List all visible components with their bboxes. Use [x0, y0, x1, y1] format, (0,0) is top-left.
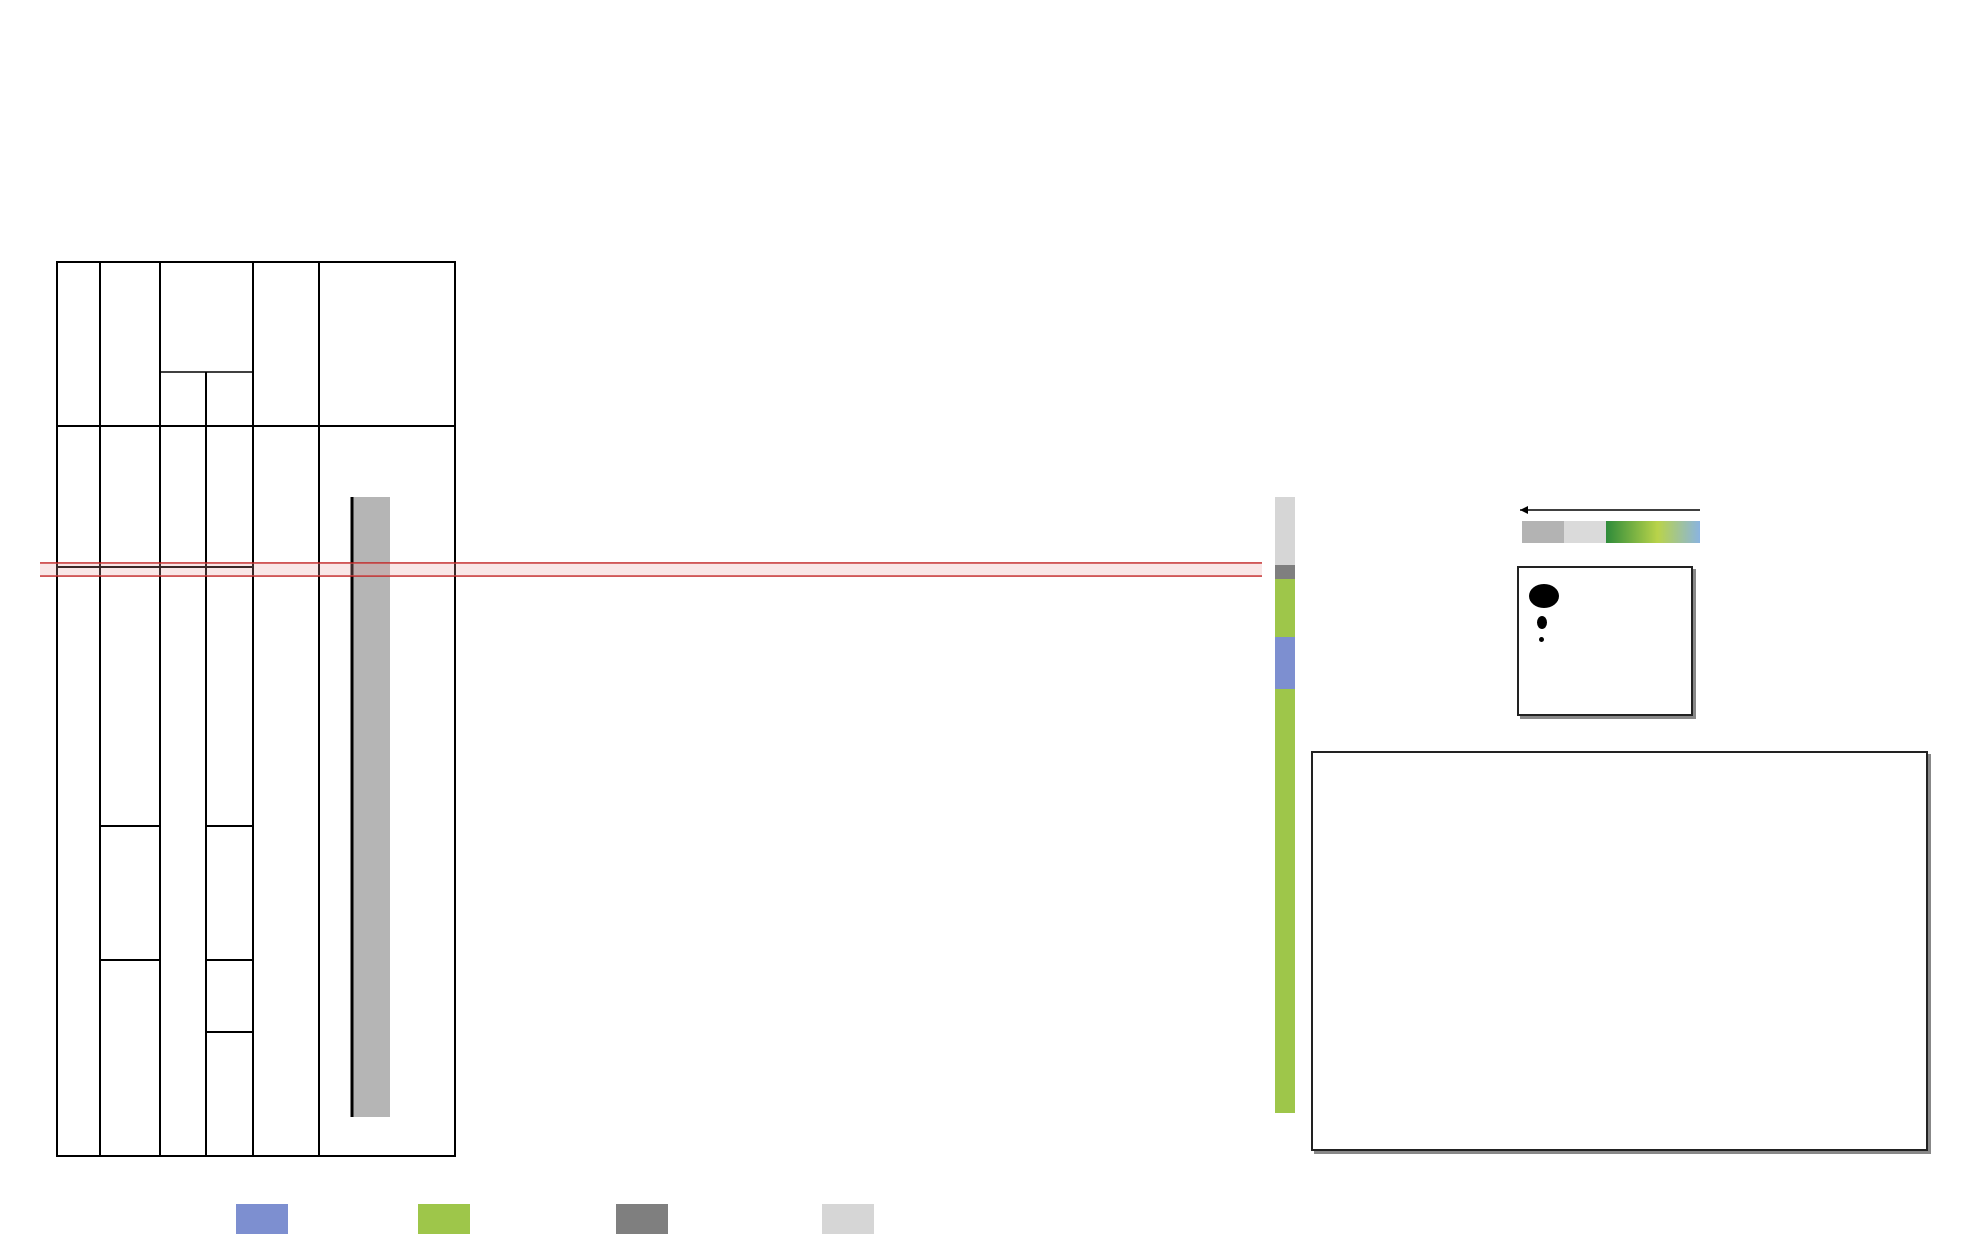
frequency-legend [1517, 566, 1693, 716]
oxy-segment-disparition [1275, 497, 1295, 565]
oxy-segment-dysoxique-1 [1275, 579, 1295, 637]
oxygen-scale [1520, 506, 1700, 543]
freq-normale [1529, 616, 1681, 629]
bottom-legend-dysoxique [418, 1204, 480, 1234]
dot-large-icon [1529, 584, 1559, 608]
oxy-segment-oxique [1275, 637, 1295, 689]
oxy-segment-anoxique [1275, 565, 1295, 579]
swatch-oxique [236, 1204, 288, 1234]
oae2-band [40, 563, 1262, 576]
strat-column [352, 497, 390, 1117]
dot-small-icon [1539, 637, 1544, 642]
abbreviations-legend [1311, 751, 1928, 1151]
swatch-disparition [822, 1204, 874, 1234]
bottom-legend-oxique [236, 1204, 298, 1234]
swatch-dysoxique [418, 1204, 470, 1234]
bottom-legend-anoxique [616, 1204, 678, 1234]
swatch-anoxique [616, 1204, 668, 1234]
oliss-ratio-row [1337, 757, 1916, 758]
bottom-legend-disparition [822, 1204, 1094, 1234]
strat-table [57, 262, 455, 1156]
dot-medium-icon [1537, 616, 1547, 629]
freq-rare [1529, 637, 1681, 642]
oxygenation-column [1275, 497, 1295, 1113]
oxy-segment-dysoxique-2 [1275, 689, 1295, 1113]
freq-tres-abondante [1529, 584, 1681, 608]
